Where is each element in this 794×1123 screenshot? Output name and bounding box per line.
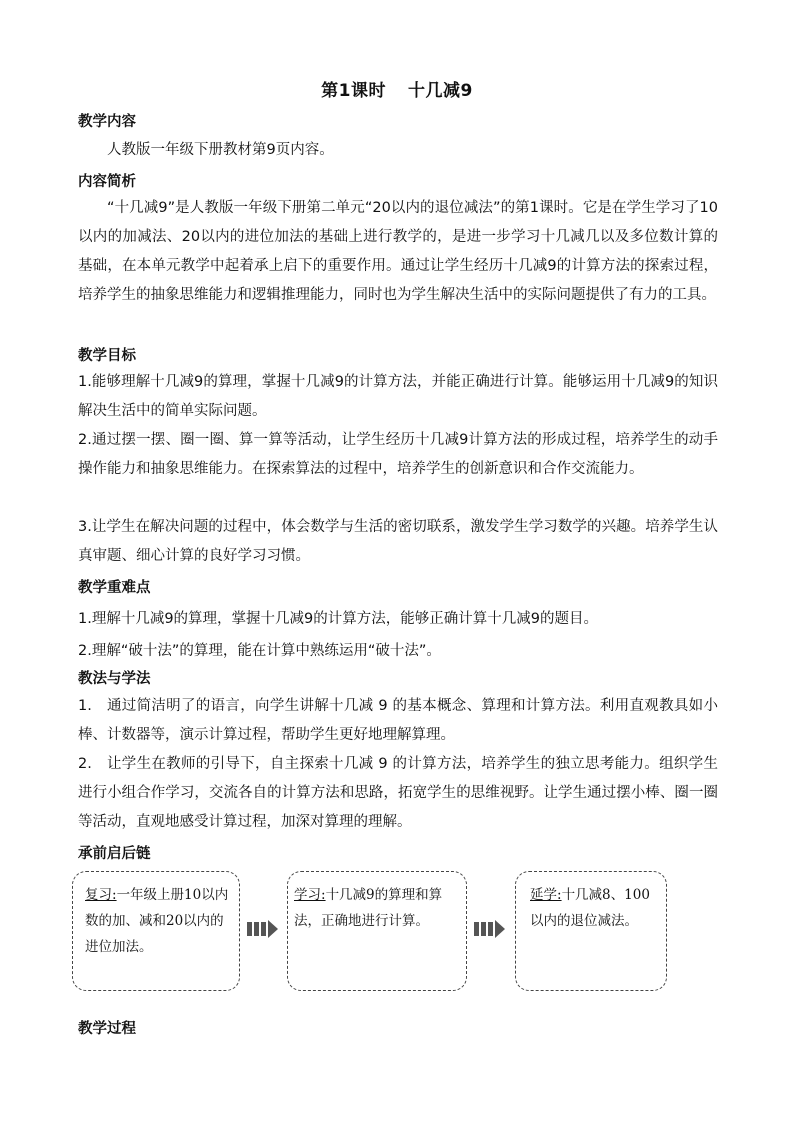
learn-box bbox=[287, 871, 467, 991]
review-box bbox=[72, 871, 240, 991]
arrow-right-icon bbox=[474, 920, 505, 938]
review-box-text bbox=[85, 882, 233, 960]
heading-chain: 承前启后链 bbox=[78, 846, 151, 862]
method-item-1: 1. 通过简洁明了的语言，向学生讲解十几减 9 的基本概念、算理和计算方法。利用直观教具如小棒、计数器等，演示计算过程，帮助学生更好地理解算理。 bbox=[78, 698, 718, 743]
extend-box bbox=[515, 871, 667, 991]
extend-label: 延学: bbox=[530, 887, 562, 903]
heading-methods: 教法与学法 bbox=[78, 671, 151, 687]
goal-item-3: 3.让学生在解决问题的过程中，体会数学与生活的密切联系，激发学生学习数学的兴趣。培养学生认真审题、细心计算的良好学习习惯。 bbox=[78, 519, 718, 564]
learn-label: 学习: bbox=[294, 887, 326, 903]
key-point-item-1: 1.理解十几减9的算理，掌握十几减9的计算方法，能够正确计算十几减9的题目。 bbox=[78, 611, 599, 627]
goal-item-1: 1.能够理解十几减9的算理，掌握十几减9的计算方法，并能正确进行计算。能够运用十几减9的知识解决生活中的简单实际问题。 bbox=[78, 374, 718, 419]
review-content: 一年级上册10以内数的加、减和20以内的进位加法。 bbox=[85, 887, 229, 955]
heading-analysis: 内容简析 bbox=[78, 174, 136, 190]
method-item-2: 2. 让学生在教师的引导下，自主探索十几减 9 的计算方法，培养学生的独立思考能力。组织学生进行小组合作学习，交流各自的计算方法和思路，拓宽学生的思维视野。让学生通过摆小棒、圈一圈等活动，直观地感受计算过程，加深对算理的理解。 bbox=[78, 756, 718, 830]
heading-process: 教学过程 bbox=[78, 1021, 136, 1037]
heading-key-points: 教学重难点 bbox=[78, 580, 151, 596]
lesson-topic: 十几减9 bbox=[408, 81, 473, 101]
key-point-item-2: 2.理解“破十法”的算理，能在计算中熟练运用“破十法”。 bbox=[78, 643, 441, 659]
learn-box-text bbox=[294, 882, 464, 934]
page-title bbox=[0, 76, 794, 101]
analysis-text: “十几减9”是人教版一年级下册第二单元“20以内的退位减法”的第1课时。它是在学生学习了10以内的加减法、20以内的进位加法的基础上进行教学的，是进一步学习十几减几以及多位数计算的基础，在本单元教学中起着承上启下的重要作用。通过让学生经历十几减9的计算方法的探索过程，培养学生的抽象思维能力和逻辑推理能力，同时也为学生解决生活中的实际问题提供了有力的工具。 bbox=[78, 200, 718, 303]
goal-item-2: 2.通过摆一摆、圈一圈、算一算等活动，让学生经历十几减9计算方法的形成过程，培养学生的动手操作能力和抽象思维能力。在探索算法的过程中，培养学生的创新意识和合作交流能力。 bbox=[78, 432, 718, 477]
extend-content: 十几减8、100以内的退位减法。 bbox=[530, 887, 650, 929]
content-text: 人教版一年级下册教材第9页内容。 bbox=[107, 142, 334, 158]
heading-goals: 教学目标 bbox=[78, 348, 136, 364]
arrow-right-icon bbox=[247, 920, 278, 938]
heading-content: 教学内容 bbox=[78, 114, 136, 130]
extend-box-text bbox=[530, 882, 658, 934]
review-label: 复习: bbox=[85, 887, 117, 903]
learn-content: 十几减9的算理和算法，正确地进行计算。 bbox=[294, 887, 443, 929]
lesson-number: 第1课时 bbox=[321, 81, 386, 101]
